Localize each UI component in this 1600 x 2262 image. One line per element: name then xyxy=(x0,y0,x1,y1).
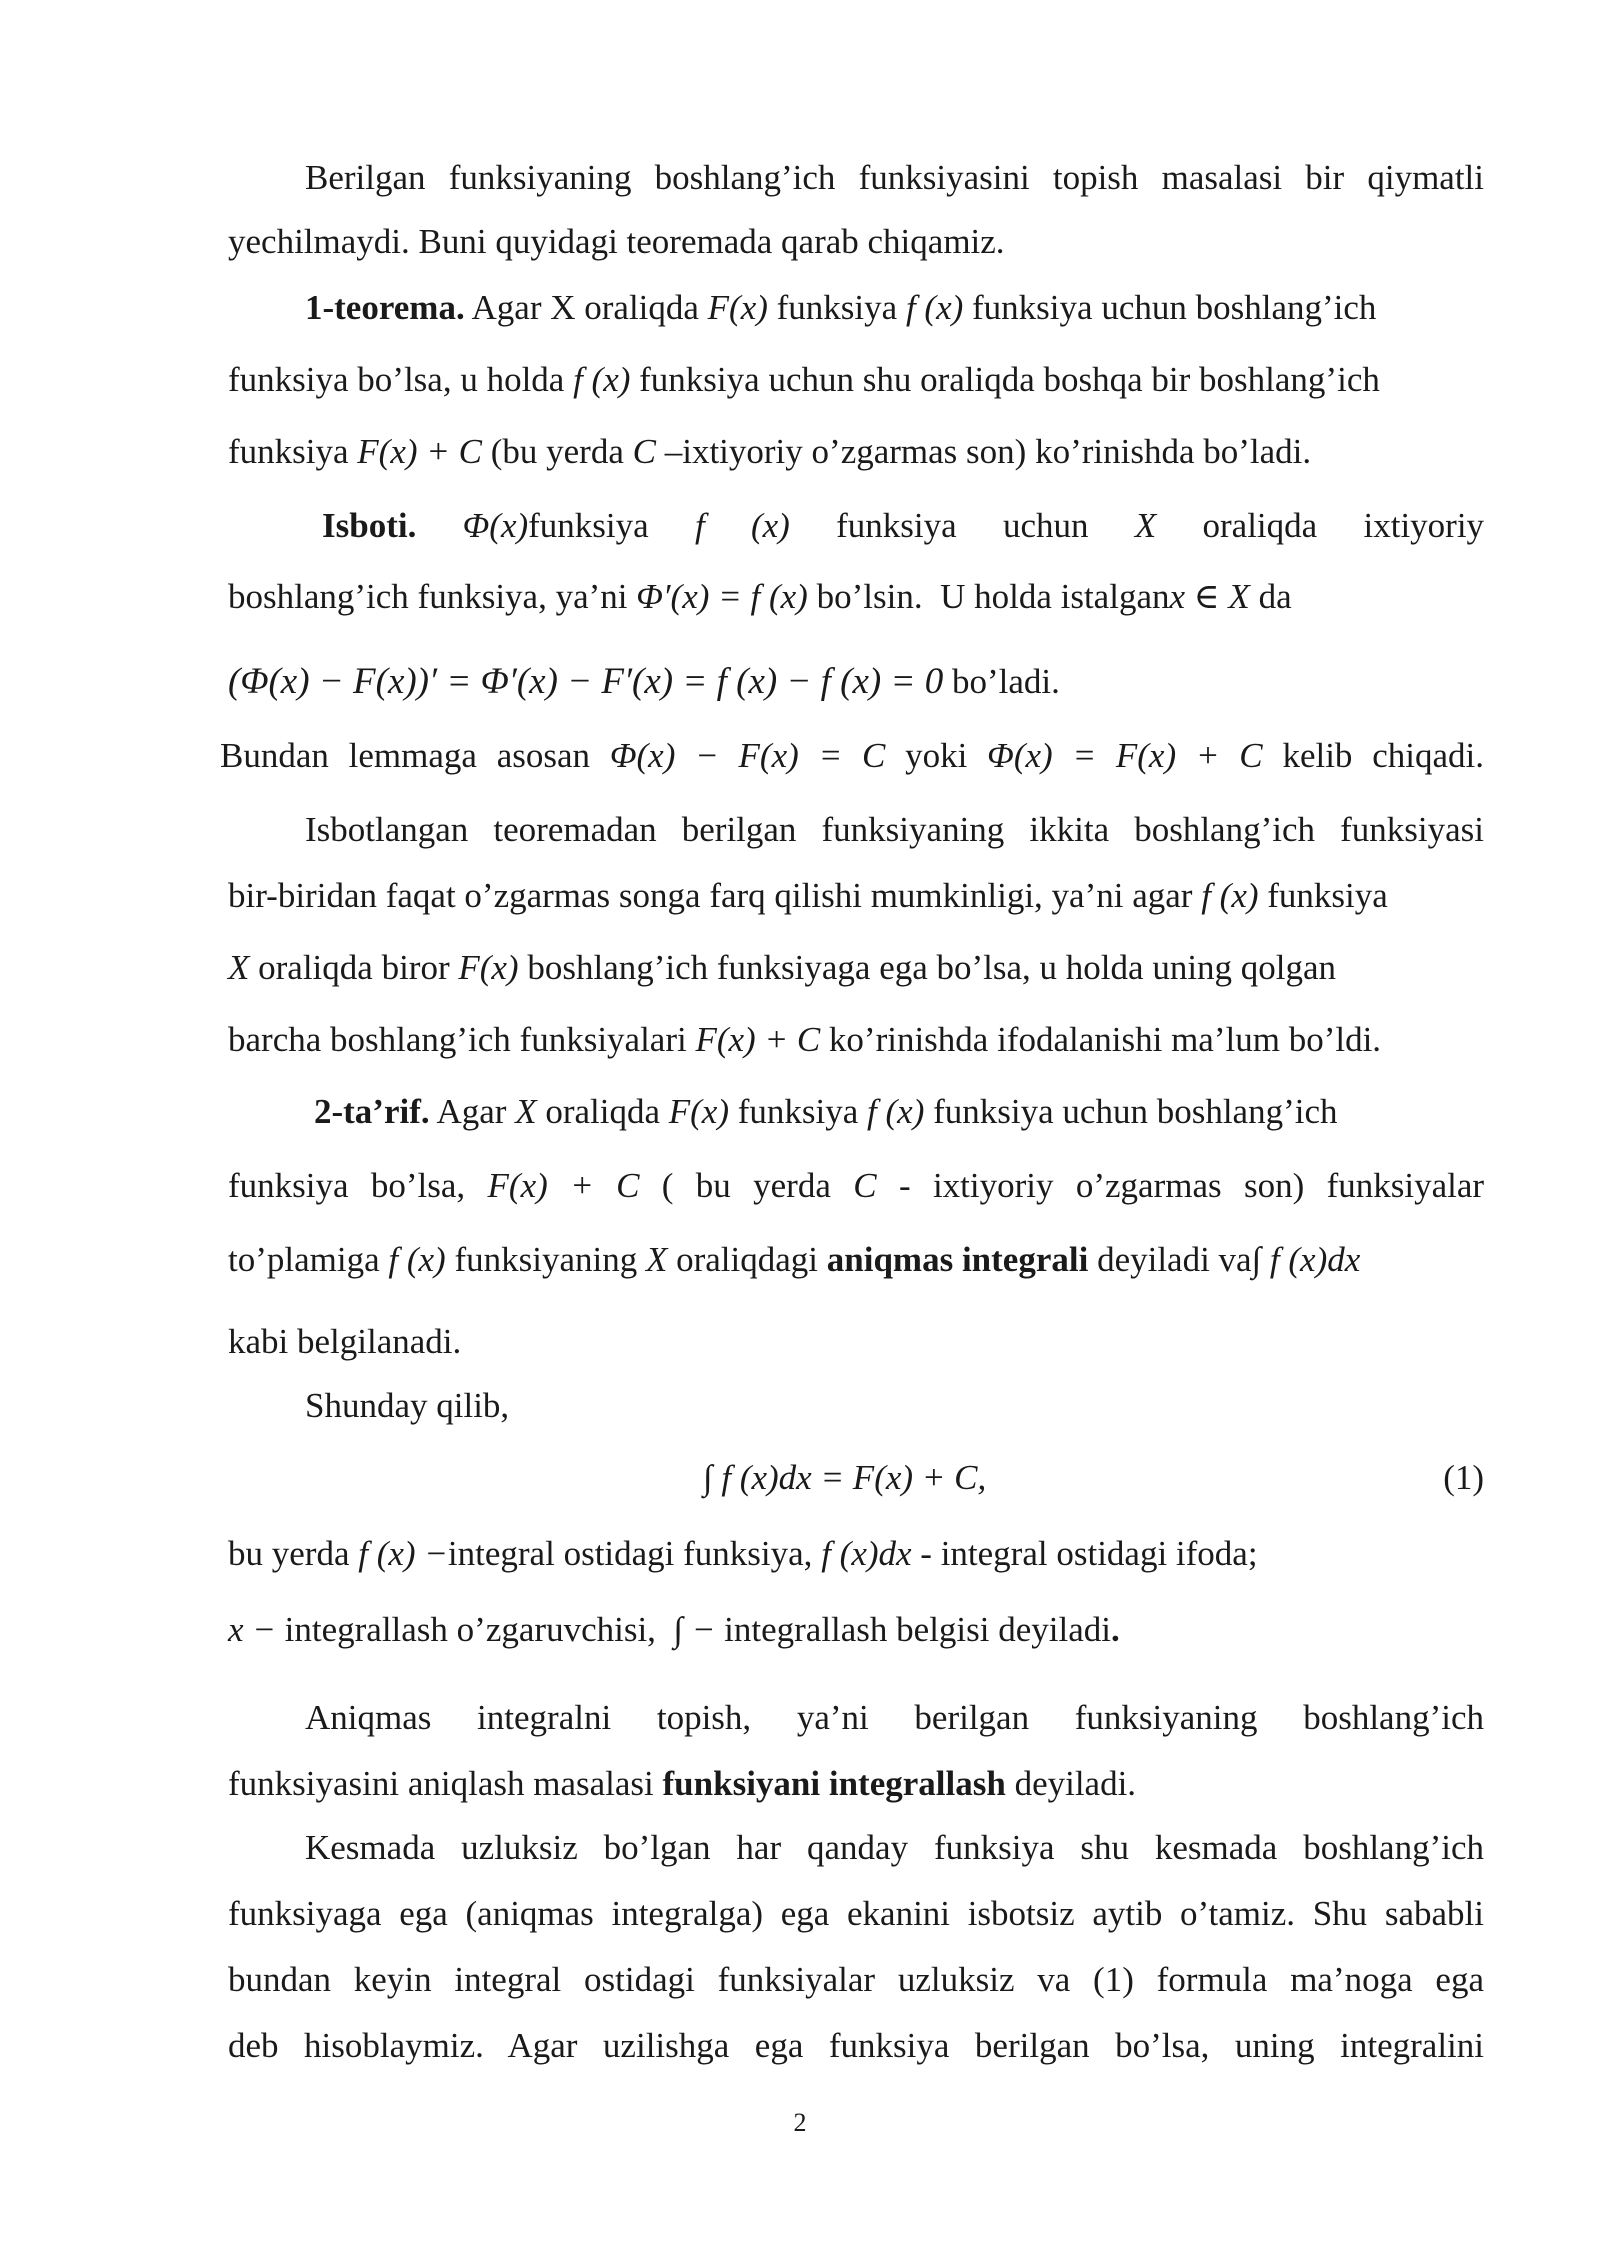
math-expr: X xyxy=(515,1092,537,1131)
text: funksiya xyxy=(228,432,358,471)
definition-line xyxy=(314,1088,1570,1136)
paragraph-line xyxy=(228,573,1484,621)
text: integral ostidagi funksiya, xyxy=(447,1534,822,1573)
math-expr: F(x) xyxy=(458,948,519,987)
text: bu yerda xyxy=(228,1534,359,1573)
math-expr: f (x) xyxy=(573,360,631,399)
paragraph-line xyxy=(228,1016,1484,1064)
math-expr: f (x) xyxy=(867,1092,925,1131)
paragraph-line xyxy=(228,2022,1484,2070)
math-expr: f (x)dx xyxy=(821,1534,912,1573)
text: - ixtiyoriy o’zgarmas son) funksiyalar xyxy=(898,1166,1485,1205)
text: funksiya xyxy=(528,506,649,545)
text: funksiya xyxy=(767,288,906,327)
math-expr: f (x) xyxy=(1201,876,1259,915)
text: funksiya xyxy=(729,1092,868,1131)
paragraph-line xyxy=(228,1606,1484,1654)
text: Isbotlangan teoremadan berilgan funksiyaning ikkita boshlang’ich funksiyasi xyxy=(305,810,1484,849)
math-expr: f (x) xyxy=(694,506,790,545)
text: ( bu yerda xyxy=(661,1166,831,1205)
text: bo’ladi. xyxy=(943,662,1060,701)
math-expr: Φ(x) xyxy=(462,506,529,545)
math-expr: X xyxy=(228,948,250,987)
text: yechilmaydi. Buni quyidagi teoremada qarab chiqamiz. xyxy=(228,222,1005,261)
paragraph-line xyxy=(228,356,1484,404)
math-expr: Φ′(x) = f (x) xyxy=(636,577,808,616)
paragraph-line xyxy=(228,1760,1484,1808)
text: oraliqda biror xyxy=(249,948,459,987)
text: funksiya xyxy=(836,506,957,545)
math-expr: F(x) xyxy=(707,288,768,327)
text: funksiya bo’lsa, u holda xyxy=(228,360,574,399)
text: oraliqda xyxy=(536,1092,669,1131)
text: yoki xyxy=(905,736,968,775)
equation-number: (1) xyxy=(1443,1458,1484,1497)
math-expr: Φ(x) = F(x) + C xyxy=(987,736,1263,775)
term-bold: funksiyani integrallash xyxy=(662,1764,1006,1803)
text: ko’rinishda ifodalanishi ma’lum bo’ldi. xyxy=(820,1020,1382,1059)
text: bundan keyin integral ostidagi funksiyalar uzluksiz va (1) formula ma’noga ega xyxy=(228,1960,1484,1999)
math-expr: C xyxy=(632,432,656,471)
math-expr: (Φ(x) − F(x))′ = Φ′(x) − F′(x) = f (x) − f (x) = 0 xyxy=(228,661,944,702)
text: oraliqdagi xyxy=(667,1240,827,1279)
text: uchun xyxy=(1002,506,1089,545)
text: oraliqda xyxy=(1202,506,1318,545)
text: kelib chiqadi. xyxy=(1282,736,1484,775)
math-expr: X xyxy=(645,1240,668,1279)
math-expr: Φ(x) − F(x) = C xyxy=(609,736,886,775)
definition-label: 2-ta’rif. xyxy=(314,1092,430,1131)
paragraph-line xyxy=(228,218,1484,266)
text: Bundan lemmaga asosan xyxy=(220,736,591,775)
paragraph-line xyxy=(228,1956,1484,2004)
math-expr: C xyxy=(853,1166,877,1205)
paragraph-line xyxy=(228,1318,1484,1366)
text: kabi belgilanadi. xyxy=(228,1322,462,1361)
text: U holda istalgan xyxy=(940,577,1170,616)
text: deyiladi. xyxy=(1005,1764,1137,1803)
text: to’plamiga xyxy=(228,1240,389,1279)
math-expr: x − xyxy=(228,1610,276,1649)
text: bo’lsin. xyxy=(807,577,923,616)
text: deyiladi va xyxy=(1088,1240,1252,1279)
text: Aniqmas integralni topish, ya’ni berilgan funksiyaning boshlang’ich xyxy=(305,1698,1484,1737)
theorem-line xyxy=(305,284,1484,332)
text: Shunday qilib, xyxy=(305,1386,510,1425)
text: funksiya uchun shu oraliqda boshqa bir boshlang’ich xyxy=(630,360,1380,399)
text: . xyxy=(1111,1610,1120,1649)
paragraph-line xyxy=(305,1694,1484,1742)
paragraph-line xyxy=(228,1890,1484,1938)
paragraph-line xyxy=(220,732,1484,780)
math-expr: F(x) + C xyxy=(357,432,482,471)
paragraph-line xyxy=(228,1530,1484,1578)
math-expr: f (x) xyxy=(388,1240,446,1279)
paragraph-line xyxy=(305,1824,1484,1872)
math-expr: f (x) xyxy=(905,288,964,327)
text: ixtiyoriy xyxy=(1363,506,1485,545)
equation-1: ∫ f (x)dx = F(x) + C, xyxy=(703,1458,987,1497)
math-expr: F(x) xyxy=(668,1092,729,1131)
math-expr: F(x) + C xyxy=(487,1166,640,1205)
text: bir-biridan faqat o’zgarmas songa farq qilishi mumkinligi, ya’ni agar xyxy=(228,876,1202,915)
math-expr: ∫ − xyxy=(673,1610,716,1649)
page-number: 2 xyxy=(793,2108,807,2137)
paragraph-line xyxy=(228,1236,1484,1284)
text: da xyxy=(1249,577,1292,616)
text: funksiyaga ega (aniqmas integralga) ega ekanini isbotsiz aytib o’tamiz. Shu sababli xyxy=(228,1894,1484,1933)
math-expr: ∫ f (x)dx xyxy=(1251,1240,1361,1279)
paragraph-line xyxy=(228,944,1484,992)
text: - integral ostidagi ifoda; xyxy=(911,1534,1258,1573)
text: integrallash belgisi deyiladi xyxy=(715,1610,1111,1649)
text: funksiyasini aniqlash masalasi xyxy=(228,1764,663,1803)
math-expr: X xyxy=(1134,506,1157,545)
text: deb hisoblaymiz. Agar uzilishga ega funksiya berilgan bo’lsa, uning integralini xyxy=(228,2026,1484,2065)
proof-label: Isboti. xyxy=(322,506,417,545)
paragraph-line xyxy=(305,154,1484,202)
text: funksiya uchun boshlang’ich xyxy=(924,1092,1338,1131)
text: boshlang’ich funksiyaga ega bo’lsa, u holda uning qolgan xyxy=(518,948,1337,987)
theorem-label: 1-teorema. xyxy=(305,288,465,327)
math-expr: F(x) + C xyxy=(695,1020,821,1059)
text: boshlang’ich funksiya, ya’ni xyxy=(228,577,637,616)
text: funksiyaning xyxy=(445,1240,646,1279)
paragraph-line xyxy=(228,1162,1484,1210)
text: funksiya bo’lsa, xyxy=(228,1166,466,1205)
term-bold: aniqmas integrali xyxy=(826,1240,1089,1279)
math-expr: x ∈ X xyxy=(1169,577,1250,616)
text: –ixtiyoriy o’zgarmas son) ko’rinishda bo’ladi. xyxy=(655,432,1312,471)
text: Agar xyxy=(429,1092,516,1131)
proof-line xyxy=(322,502,1484,550)
text: Berilgan funksiyaning boshlang’ich funksiyasini topish masalasi bir qiymatli xyxy=(305,158,1484,197)
paragraph-line xyxy=(305,806,1484,854)
text: funksiya uchun boshlang’ich xyxy=(963,288,1377,327)
text: Agar X oraliqda xyxy=(464,288,708,327)
equation-line xyxy=(228,658,1484,706)
paragraph-line xyxy=(228,872,1484,920)
text: funksiya xyxy=(1258,876,1388,915)
text: barcha boshlang’ich funksiyalari xyxy=(228,1020,696,1059)
text: Kesmada uzluksiz bo’lgan har qanday funksiya shu kesmada boshlang’ich xyxy=(305,1828,1484,1867)
text: (bu yerda xyxy=(481,432,633,471)
text: integrallash o’zgaruvchisi, xyxy=(275,1610,656,1649)
paragraph-line xyxy=(305,1382,1484,1430)
math-expr: f (x) − xyxy=(358,1534,448,1573)
paragraph-line xyxy=(228,428,1484,476)
